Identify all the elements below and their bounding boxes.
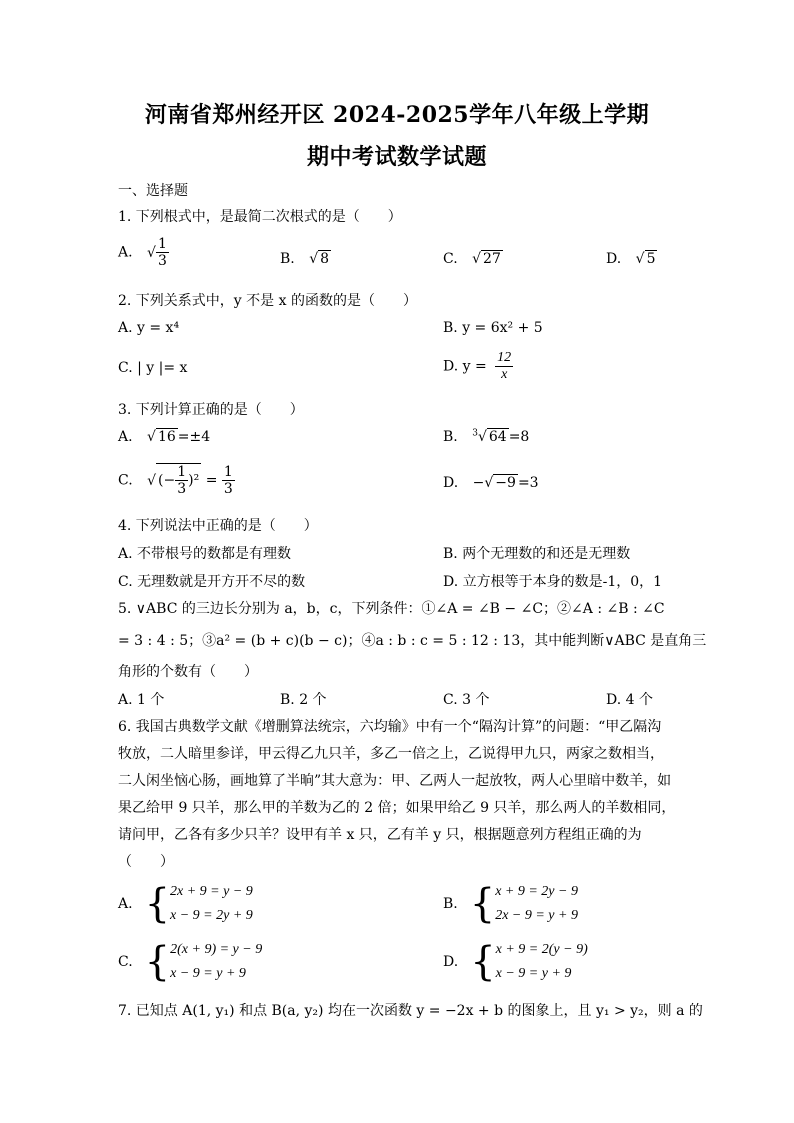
title-line-2: 期中考试数学试题 <box>306 144 487 170</box>
q6-c-eq1: 2(x + 9) = y − 9 <box>170 942 263 957</box>
q3-a-label: A. <box>118 429 133 445</box>
q6-option-d: D. { x + 9 = 2(y − 9) x − 9 = y + 9 <box>443 939 588 985</box>
q3-option-a: A. √ 16 =±4 <box>118 429 211 445</box>
q4-option-c: C. 无理数就是开方开不尽的数 <box>118 574 306 590</box>
q3-c-rden: 3 <box>223 481 233 497</box>
q3-c-pre: (− <box>158 472 176 489</box>
q6-b-label: B. <box>443 896 458 912</box>
q2-d-num: 12 <box>497 350 512 365</box>
q3-a-rest: =±4 <box>177 429 211 445</box>
q3-b-rest: =8 <box>508 429 530 445</box>
q3-stem: 3. 下列计算正确的是（ ） <box>118 402 304 418</box>
q3-c-label: C. <box>118 472 133 489</box>
q4-option-b: B. 两个无理数的和还是无理数 <box>443 546 631 562</box>
q6-b-eq1: x + 9 = 2y − 9 <box>495 884 578 899</box>
q6-a-eq1: 2x + 9 = y − 9 <box>170 884 253 899</box>
q7-line-1: 7. 已知点 A(1, y₁) 和点 B(a, y₂) 均在一次函数 y = −2x + b 的图象上，且 y₁ > y₂，则 a 的 <box>118 1003 703 1019</box>
q6-option-b: B. { x + 9 = 2y − 9 2x − 9 = y + 9 <box>443 881 578 927</box>
q4-option-a: A. 不带根号的数都是有理数 <box>118 546 292 562</box>
q3-option-b: B. $^3$√ 64 =8 <box>443 428 530 445</box>
q5-option-c: C. 3 个 <box>443 692 490 708</box>
q3-c-rnum: 1 <box>223 464 233 480</box>
q6-line-5: 请问甲，乙各有多少只羊？设甲有羊 x 只，乙有羊 y 只，根据题意列方程组正确的为 <box>118 827 642 843</box>
q3-d-rad: −9 <box>495 475 516 491</box>
q5-line-2: = 3 : 4 : 5；③a² = (b + c)(b − c)；④a : b : c = 5 : 12 : 13，其中能判断∨ABC 是直角三 <box>118 633 707 649</box>
section-heading: 一、选择题 <box>118 183 188 199</box>
q1-option-b: B. √ 8 <box>280 251 330 267</box>
q5-option-d: D. 4 个 <box>606 692 653 708</box>
q3-b-index: 3 <box>472 428 478 439</box>
q1-option-d: D. √ 5 <box>606 251 656 267</box>
q2-option-d <box>443 350 513 383</box>
q6-line-3: 二人闲坐恼心肠，画地算了半晌”其大意为：甲、乙两人一起放牧，两人心里暗中数羊，如 <box>118 773 672 789</box>
q6-a-label: A. <box>118 896 133 912</box>
q3-option-c: C. √ (− $\frac{1}{3}$ )² = $\frac{1}{3}$ <box>118 464 233 497</box>
q2-option-c: C. | y |= x <box>118 360 188 376</box>
q5-option-a: A. 1 个 <box>118 692 165 708</box>
q2-stem: 2. 下列关系式中，y 不是 x 的函数的是（ ） <box>118 293 417 309</box>
q6-c-label: C. <box>118 954 133 970</box>
q3-c-num: 1 <box>177 464 187 480</box>
q1-option-a: A. √ $\frac{1}{3}$ <box>118 236 167 269</box>
q3-d-rest: =3 <box>517 475 539 491</box>
q1-a-num: 1 <box>157 236 167 252</box>
q3-b-rad: 64 <box>488 429 507 445</box>
q1-a-label: A. <box>118 244 133 261</box>
q2-option-b: B. y = 6x² + 5 <box>443 320 543 336</box>
q6-d-label: D. <box>443 954 459 970</box>
q1-option-c: C. √ 27 <box>443 251 501 267</box>
q6-option-c: C. { 2(x + 9) = y − 9 x − 9 = y + 9 <box>118 939 263 985</box>
q3-option-d: D. −√ −9 =3 <box>443 475 539 491</box>
q1-c-val: 27 <box>483 251 501 267</box>
q6-c-eq2: x − 9 = y + 9 <box>170 966 246 981</box>
q6-d-eq1: x + 9 = 2(y − 9) <box>495 942 588 957</box>
q3-c-den: 3 <box>177 481 187 497</box>
q3-a-rad: 16 <box>157 429 176 445</box>
q6-line-6: （ ） <box>118 854 174 870</box>
q3-c-post: )² <box>188 472 200 489</box>
q5-line-1: 5. ∨ABC 的三边长分别为 a，b，c，下列条件：①∠A = ∠B − ∠C；②∠A : ∠B : ∠C <box>118 601 665 617</box>
q5-option-b: B. 2 个 <box>280 692 327 708</box>
q2-option-a: A. y = x⁴ <box>118 320 180 336</box>
q1-d-val: 5 <box>646 251 656 267</box>
q6-line-4: 果乙给甲 9 只羊，那么甲的羊数为乙的 2 倍；如果甲给乙 9 只羊，那么两人的羊数相同， <box>118 800 676 816</box>
q6-d-eq2: x − 9 = y + 9 <box>495 966 572 981</box>
q4-stem: 4. 下列说法中正确的是（ ） <box>118 518 318 534</box>
q2-d-label: D. y = <box>443 358 487 375</box>
title-line-1: 河南省郑州经开区 2024-2025学年八年级上学期 <box>144 102 650 128</box>
q1-d-label: D. <box>606 251 622 267</box>
q1-a-den: 3 <box>157 253 167 269</box>
q3-c-eq: = <box>205 472 218 489</box>
q5-line-3: 角形的个数有（ ） <box>118 664 258 680</box>
q1-b-val: 8 <box>320 251 330 267</box>
q3-b-label: B. <box>443 429 458 445</box>
q3-d-pre: − <box>472 475 485 491</box>
q6-line-1: 6. 我国古典数学文献《增删算法统宗，六均输》中有一个“隔沟计算”的问题：“甲乙隔沟 <box>118 719 662 735</box>
q6-a-eq2: x − 9 = 2y + 9 <box>170 908 253 923</box>
q2-d-den: x <box>501 367 508 382</box>
q1-b-label: B. <box>280 251 295 267</box>
q1-c-label: C. <box>443 251 458 267</box>
q3-d-label: D. <box>443 475 459 491</box>
q4-option-d: D. 立方根等于本身的数是-1，0，1 <box>443 574 663 590</box>
q6-b-eq2: 2x − 9 = y + 9 <box>495 908 578 923</box>
q6-option-a: A. { 2x + 9 = y − 9 x − 9 = 2y + 9 <box>118 881 253 927</box>
q6-line-2: 牧放，二人暗里参详，甲云得乙九只羊，多乙一倍之上，乙说得甲九只，两家之数相当， <box>118 746 664 762</box>
q1-stem: 1. 下列根式中，是最简二次根式的是（ ） <box>118 209 402 225</box>
